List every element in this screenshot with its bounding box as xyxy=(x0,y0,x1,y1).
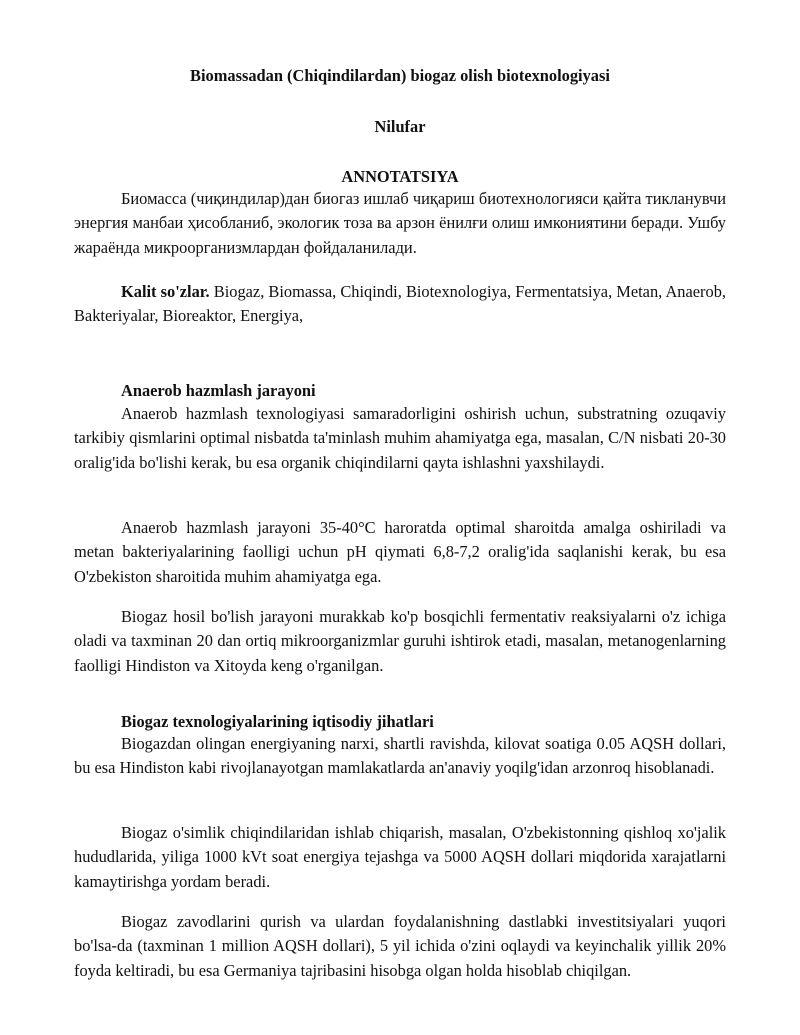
section1-paragraph-3 xyxy=(74,605,726,678)
author-name: Nilufar xyxy=(374,117,426,136)
section1-paragraph-1 xyxy=(74,402,726,475)
keywords-label: Kalit so'zlar. xyxy=(121,282,210,301)
annotation-heading: ANNOTATSIYA xyxy=(341,167,459,186)
keywords-text: Biogaz, Biomassa, Chiqindi, Biotexnologiya, Fermentatsiya, Metan, Anaerob, Bakteriyalar, Bioreaktor, Energiya, xyxy=(74,282,726,326)
section1-paragraph-2 xyxy=(74,516,726,589)
paragraph-text: Anaerob hazmlash jarayoni 35-40°C haroratda optimal sharoitda amalga oshiriladi va metan bakteriyalarining faolligi uchun pH qiymati 6,8-7,2 oralig'ida saqlanishi kerak, bu esa O'zbekiston sharoitida muhim ahamiyatga ega. xyxy=(74,518,726,586)
annotation-text: Биомасса (чиқиндилар)дан биогаз ишлаб чиқариш биотехнологияси қайта тикланувчи энергия манбаи ҳисобланиб, экологик тоза ва арзон ёнилғи олиш имкониятини беради. Ушбу жараёнда микроорганизмлардан фойдаланилади. xyxy=(74,189,726,257)
document-title: Biomassadan (Chiqindilardan) biogaz olish biotexnologiyasi xyxy=(190,66,610,85)
paragraph-text: Biogaz o'simlik chiqindilaridan ishlab chiqarish, masalan, O'zbekistonning qishloq xo'jalik hududlarida, yiliga 1000 kVt soat energiya tejashga va 5000 AQSH dollari miqdorida xarajatlarni kamaytirishga yordam beradi. xyxy=(74,823,726,891)
paragraph-text: Biogaz zavodlarini qurish va ulardan foydalanishning dastlabki investitsiyalari yuqori bo'lsa-da (taxminan 1 million AQSH dollari), 5 yil ichida o'zini oqlaydi va keyinchalik yillik 20% foyda keltiradi, bu esa Germaniya tajribasini hisobga olgan holda hisoblab chiqilgan. xyxy=(74,912,726,980)
section-heading-economics: Biogaz texnologiyalarining iqtisodiy jihatlari xyxy=(121,712,434,731)
annotation-paragraph xyxy=(74,187,726,260)
section2-paragraph-3 xyxy=(74,910,726,983)
keywords-paragraph xyxy=(74,280,726,329)
paragraph-text: Biogaz hosil bo'lish jarayoni murakkab ko'p bosqichli fermentativ reaksiyalarni o'z ichiga oladi va taxminan 20 dan ortiq mikroorganizmlar guruhi ishtirok etadi, masalan, metanogenlarning faolligi Hindiston va Xitoyda keng o'rganilgan. xyxy=(74,607,726,675)
paragraph-text: Anaerob hazmlash texnologiyasi samaradorligini oshirish uchun, substratning ozuqaviy tarkibiy qismlarini optimal nisbatda ta'minlash muhim ahamiyatga ega, masalan, C/N nisbati 20-30 oralig'ida bo'lishi kerak, bu esa organik chiqindilarni qayta ishlashni yaxshilaydi. xyxy=(74,404,726,472)
section2-paragraph-1 xyxy=(74,732,726,781)
section2-paragraph-2 xyxy=(74,821,726,894)
keywords-line xyxy=(74,280,726,329)
paragraph-text: Biogazdan olingan energiyaning narxi, shartli ravishda, kilovat soatiga 0.05 AQSH dollari, bu esa Hindiston kabi rivojlanayotgan mamlakatlarda an'anaviy yoqilg'idan arzonroq hisoblanadi. xyxy=(74,734,726,778)
section-heading-anaerob: Anaerob hazmlash jarayoni xyxy=(121,381,316,400)
